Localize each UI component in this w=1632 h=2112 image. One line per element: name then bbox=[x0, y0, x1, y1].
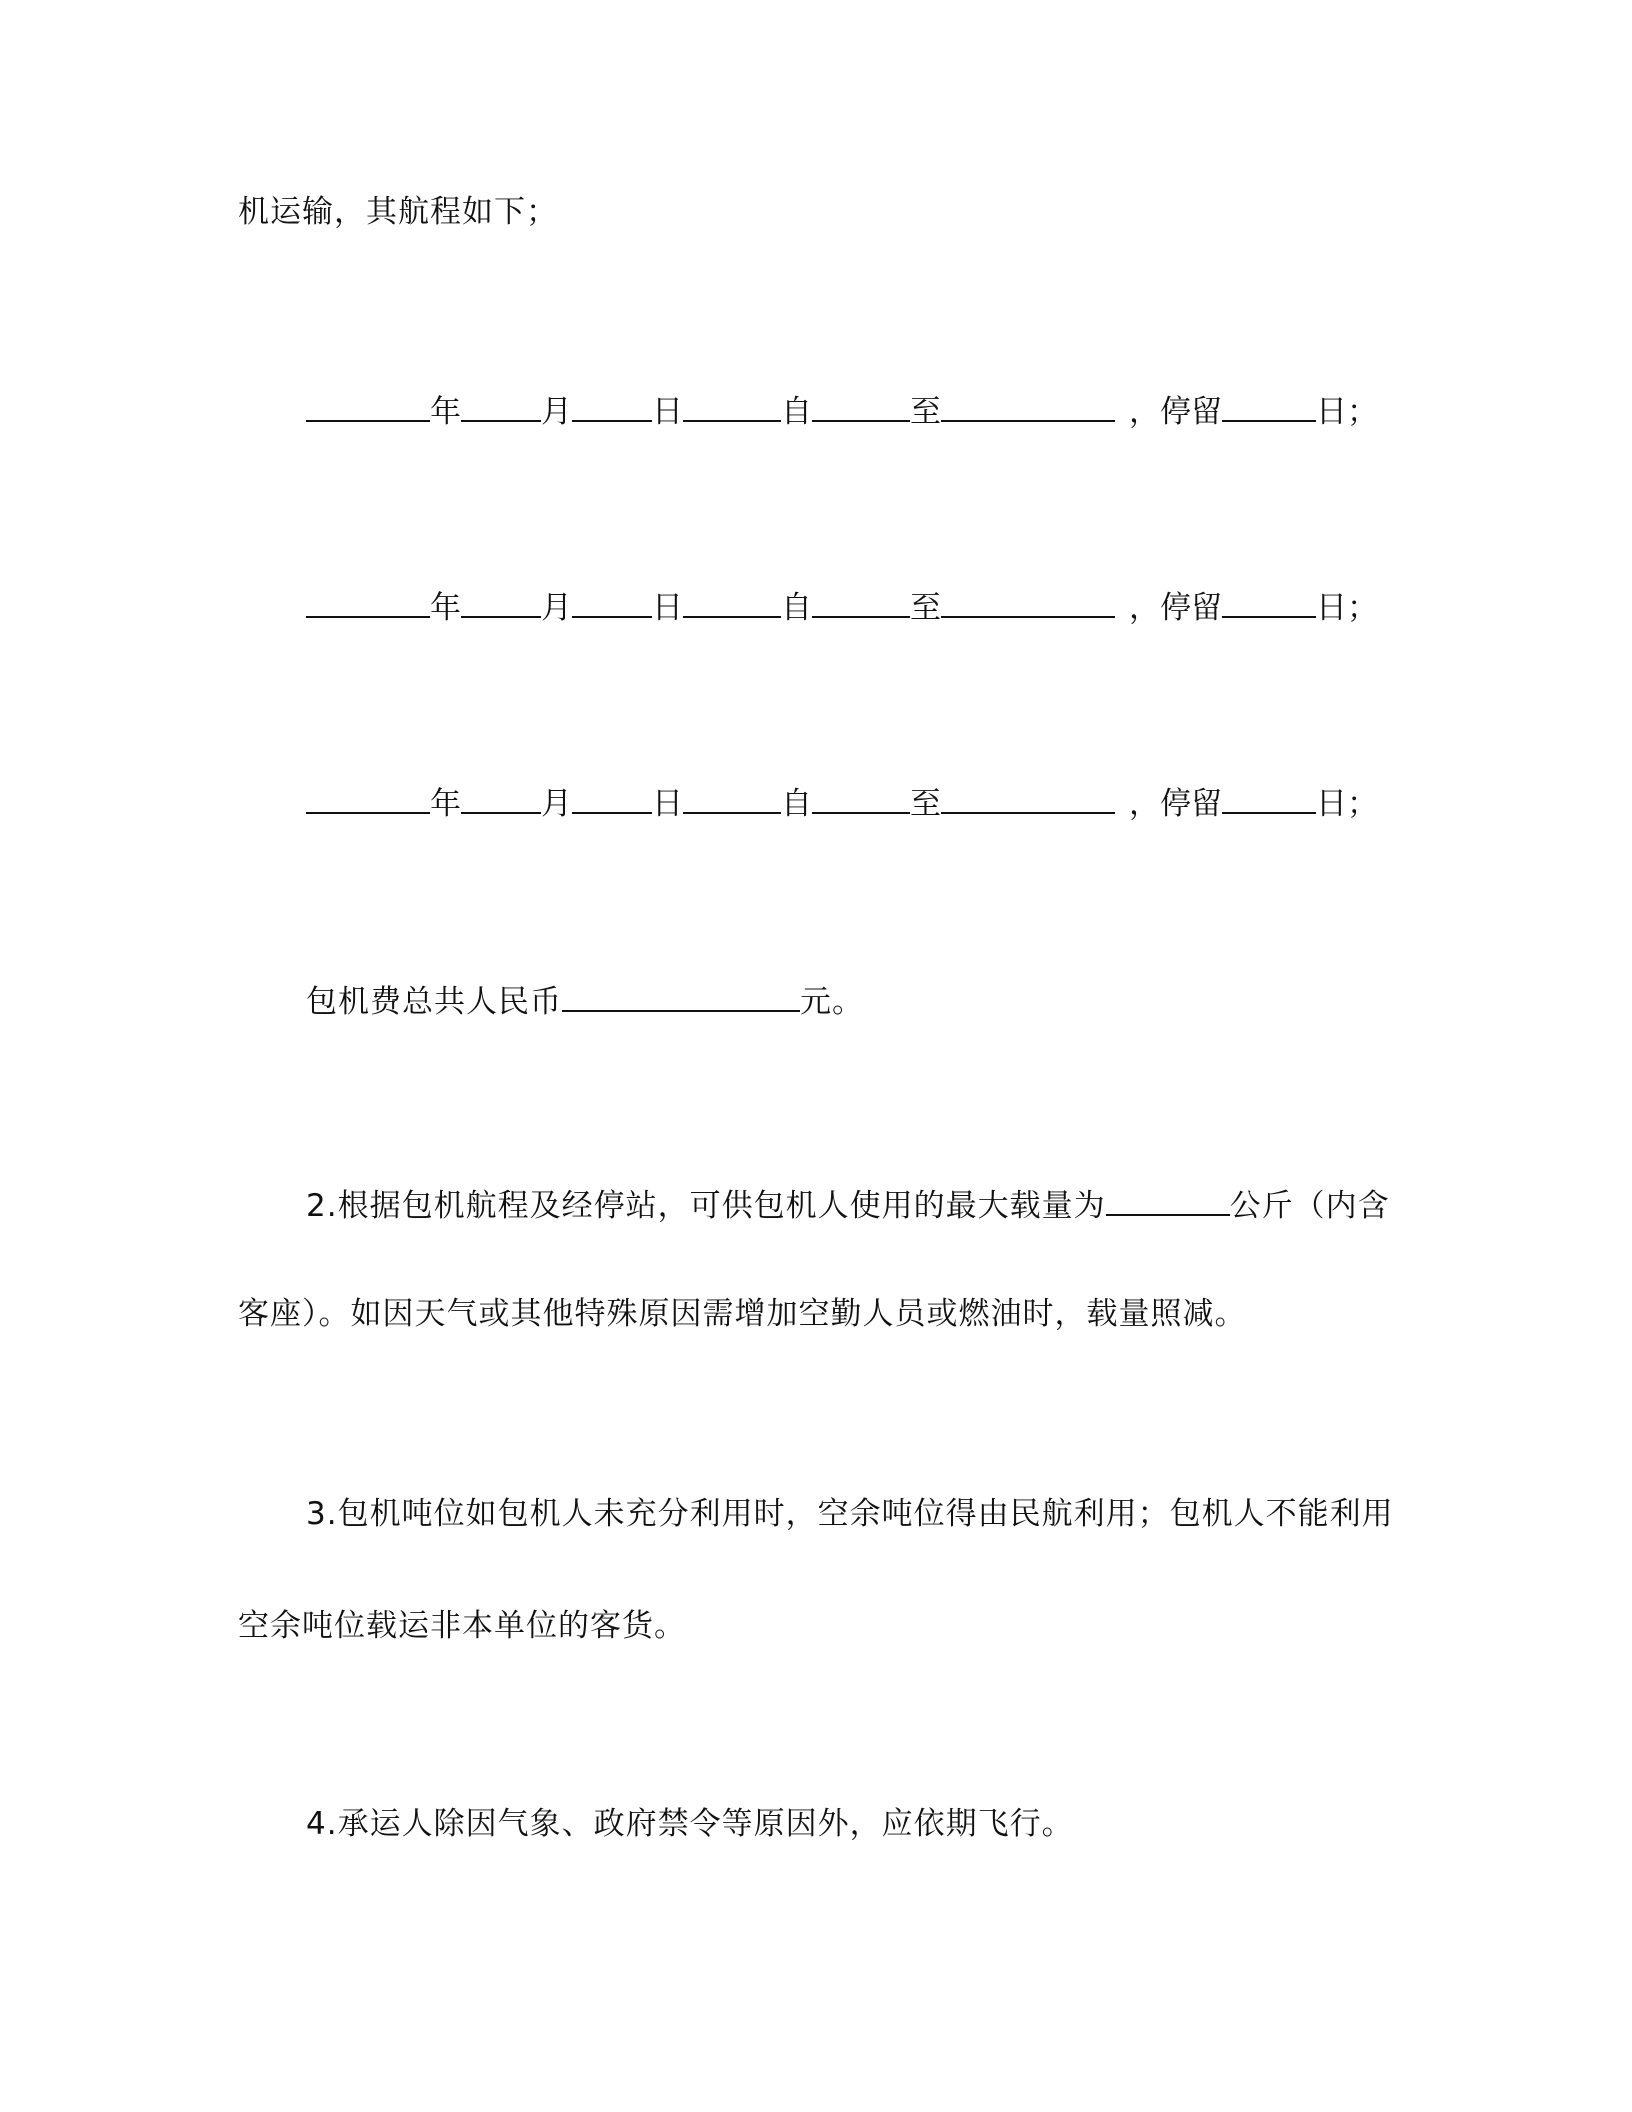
day-label: 日 bbox=[652, 786, 683, 822]
destination-blank[interactable] bbox=[941, 778, 1115, 814]
stay-label: ，停留 bbox=[1129, 590, 1222, 626]
days-label: 日； bbox=[1316, 786, 1378, 822]
day-blank[interactable] bbox=[572, 582, 652, 618]
from-blank[interactable] bbox=[683, 778, 781, 814]
fee-amount-blank[interactable] bbox=[562, 976, 800, 1012]
fee-suffix: 元。 bbox=[800, 984, 864, 1020]
to-blank[interactable] bbox=[812, 778, 910, 814]
stay-days-blank[interactable] bbox=[1222, 386, 1316, 422]
month-label: 月 bbox=[541, 590, 572, 626]
clause-2-line-1 bbox=[306, 1180, 1390, 1228]
month-label: 月 bbox=[541, 394, 572, 430]
month-blank[interactable] bbox=[461, 582, 541, 618]
stay-days-blank[interactable] bbox=[1222, 778, 1316, 814]
clause-2-line-2: 客座）。如因天气或其他特殊原因需增加空勤人员或燃油时，载量照减。 bbox=[238, 1296, 1247, 1332]
to-blank[interactable] bbox=[812, 582, 910, 618]
day-label: 日 bbox=[652, 394, 683, 430]
year-label: 年 bbox=[430, 786, 461, 822]
clause-3-line-2: 空余吨位载运非本单位的客货。 bbox=[238, 1608, 686, 1644]
to-label: 至 bbox=[910, 590, 941, 626]
fee-line bbox=[306, 976, 864, 1024]
schedule-row-3 bbox=[306, 778, 1378, 826]
days-label: 日； bbox=[1316, 590, 1378, 626]
month-label: 月 bbox=[541, 786, 572, 822]
fee-prefix: 包机费总共人民币 bbox=[306, 984, 562, 1020]
clause-2-suffix: 公斤（内含 bbox=[1229, 1188, 1390, 1224]
year-blank[interactable] bbox=[306, 582, 430, 618]
month-blank[interactable] bbox=[461, 386, 541, 422]
day-blank[interactable] bbox=[572, 778, 652, 814]
day-label: 日 bbox=[652, 590, 683, 626]
year-blank[interactable] bbox=[306, 386, 430, 422]
schedule-row-1 bbox=[306, 386, 1378, 434]
stay-label: ，停留 bbox=[1129, 786, 1222, 822]
to-label: 至 bbox=[910, 394, 941, 430]
days-label: 日； bbox=[1316, 394, 1378, 430]
stay-label: ，停留 bbox=[1129, 394, 1222, 430]
from-label: 自 bbox=[781, 394, 812, 430]
stay-days-blank[interactable] bbox=[1222, 582, 1316, 618]
to-blank[interactable] bbox=[812, 386, 910, 422]
from-label: 自 bbox=[781, 786, 812, 822]
from-label: 自 bbox=[781, 590, 812, 626]
destination-blank[interactable] bbox=[941, 386, 1115, 422]
max-load-blank[interactable] bbox=[1106, 1180, 1230, 1216]
day-blank[interactable] bbox=[572, 386, 652, 422]
to-label: 至 bbox=[910, 786, 941, 822]
year-blank[interactable] bbox=[306, 778, 430, 814]
clause-3-line-1: 3.包机吨位如包机人未充分利用时，空余吨位得由民航利用；包机人不能利用 bbox=[306, 1496, 1394, 1532]
from-blank[interactable] bbox=[683, 386, 781, 422]
year-label: 年 bbox=[430, 590, 461, 626]
year-label: 年 bbox=[430, 394, 461, 430]
from-blank[interactable] bbox=[683, 582, 781, 618]
month-blank[interactable] bbox=[461, 778, 541, 814]
intro-tail: 机运输，其航程如下； bbox=[238, 194, 558, 230]
destination-blank[interactable] bbox=[941, 582, 1115, 618]
clause-2-prefix: 2.根据包机航程及经停站，可供包机人使用的最大载量为 bbox=[306, 1188, 1106, 1224]
schedule-row-2 bbox=[306, 582, 1378, 630]
clause-4: 4.承运人除因气象、政府禁令等原因外，应依期飞行。 bbox=[306, 1806, 1074, 1842]
